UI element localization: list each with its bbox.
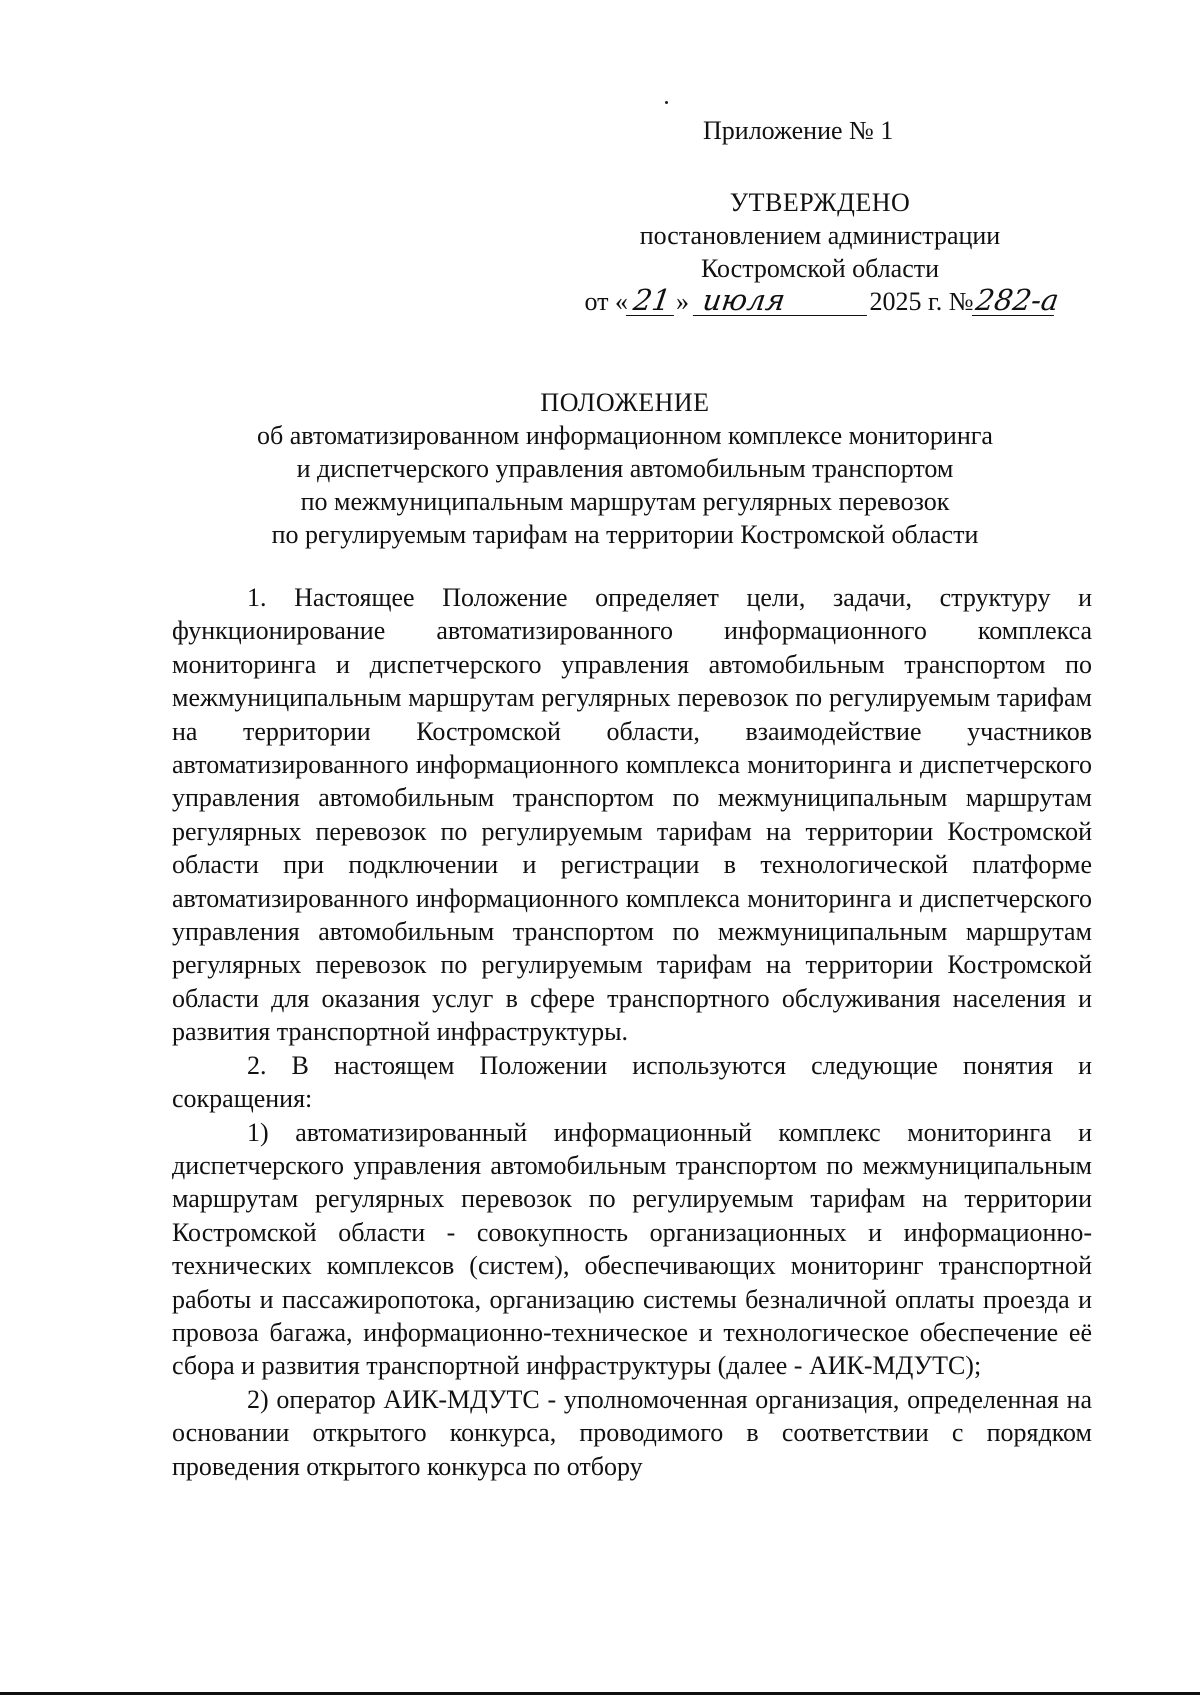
title-line-1: об автоматизированном информационном комплексе мониторинга <box>257 421 993 450</box>
document-body <box>172 581 1092 1483</box>
date-year: 2025 г. № <box>869 287 974 316</box>
document-title-block <box>160 386 1090 551</box>
approval-date-line <box>584 283 1061 318</box>
approval-line-1: постановлением администрации <box>639 221 1001 250</box>
scan-bottom-edge <box>0 1692 1200 1695</box>
handwritten-day: 21 <box>626 285 678 316</box>
paragraph-2: 2. В настоящем Положении используются следующие понятия и сокращения: <box>172 1050 1092 1114</box>
paragraph-2-item-1: 1) автоматизированный информационный комплекс мониторинга и диспетчерского управления автомобильным транспортом по межмуниципальным маршрутам регулярных перевозок по регулируемым тарифам на территории Костромской области - совокупность организационных и информационно-технических комплексов (систем), обеспечивающих мониторинг транспортной работы и пассажиропотока, организацию системы безналичной оплаты проезда и провоза багажа, информационно-техническое и технологическое обеспечение её сбора и развития транспортной инфраструктуры (далее - АИК-МДУТС); <box>172 1117 1092 1381</box>
date-mid: » <box>675 287 689 316</box>
approval-line-2: Костромской области <box>700 254 940 283</box>
document-title: ПОЛОЖЕНИЕ <box>540 388 710 417</box>
handwritten-month: июля <box>693 285 871 316</box>
paragraph-1: 1. Настоящее Положение определяет цели, задачи, структуру и функционирование автоматизированного информационного комплекса мониторинга и диспетчерского управления автомобильным транспортом по межмуниципальным маршрутам регулярных перевозок по регулируемым тарифам на территории Костромской области, взаимодействие участников автоматизированного информационного комплекса мониторинга и диспетчерского управления автомобильным транспортом по межмуниципальным маршрутам регулярных перевозок по регулируемым тарифам на территории Костромской области при подключении и регистрации в технологической платформе автоматизированного информационного комплекса мониторинга и диспетчерского управления автомобильным транспортом по межмуниципальным маршрутам регулярных перевозок по регулируемым тарифам на территории Костромской области для оказания услуг в сфере транспортного обслуживания населения и развития транспортной инфраструктуры. <box>172 583 1092 1047</box>
handwritten-number: 282-а <box>973 283 1061 317</box>
appendix-label: Приложение № 1 <box>703 116 894 145</box>
title-line-2: и диспетчерского управления автомобильным транспортом <box>296 454 954 483</box>
scan-speck <box>665 101 668 104</box>
paragraph-2-item-2: 2) оператор АИК-МДУТС - уполномоченная организация, определенная на основании открытого конкурса, проводимого в соответствии с порядком проведения открытого конкурса по отбору <box>172 1384 1092 1481</box>
approval-block <box>560 186 1080 318</box>
date-prefix: от « <box>584 287 628 316</box>
title-line-3: по межмуниципальным маршрутам регулярных перевозок <box>300 487 950 516</box>
title-line-4: по регулируемым тарифам на территории Костромской области <box>271 520 979 549</box>
approval-word: УТВЕРЖДЕНО <box>729 188 911 217</box>
